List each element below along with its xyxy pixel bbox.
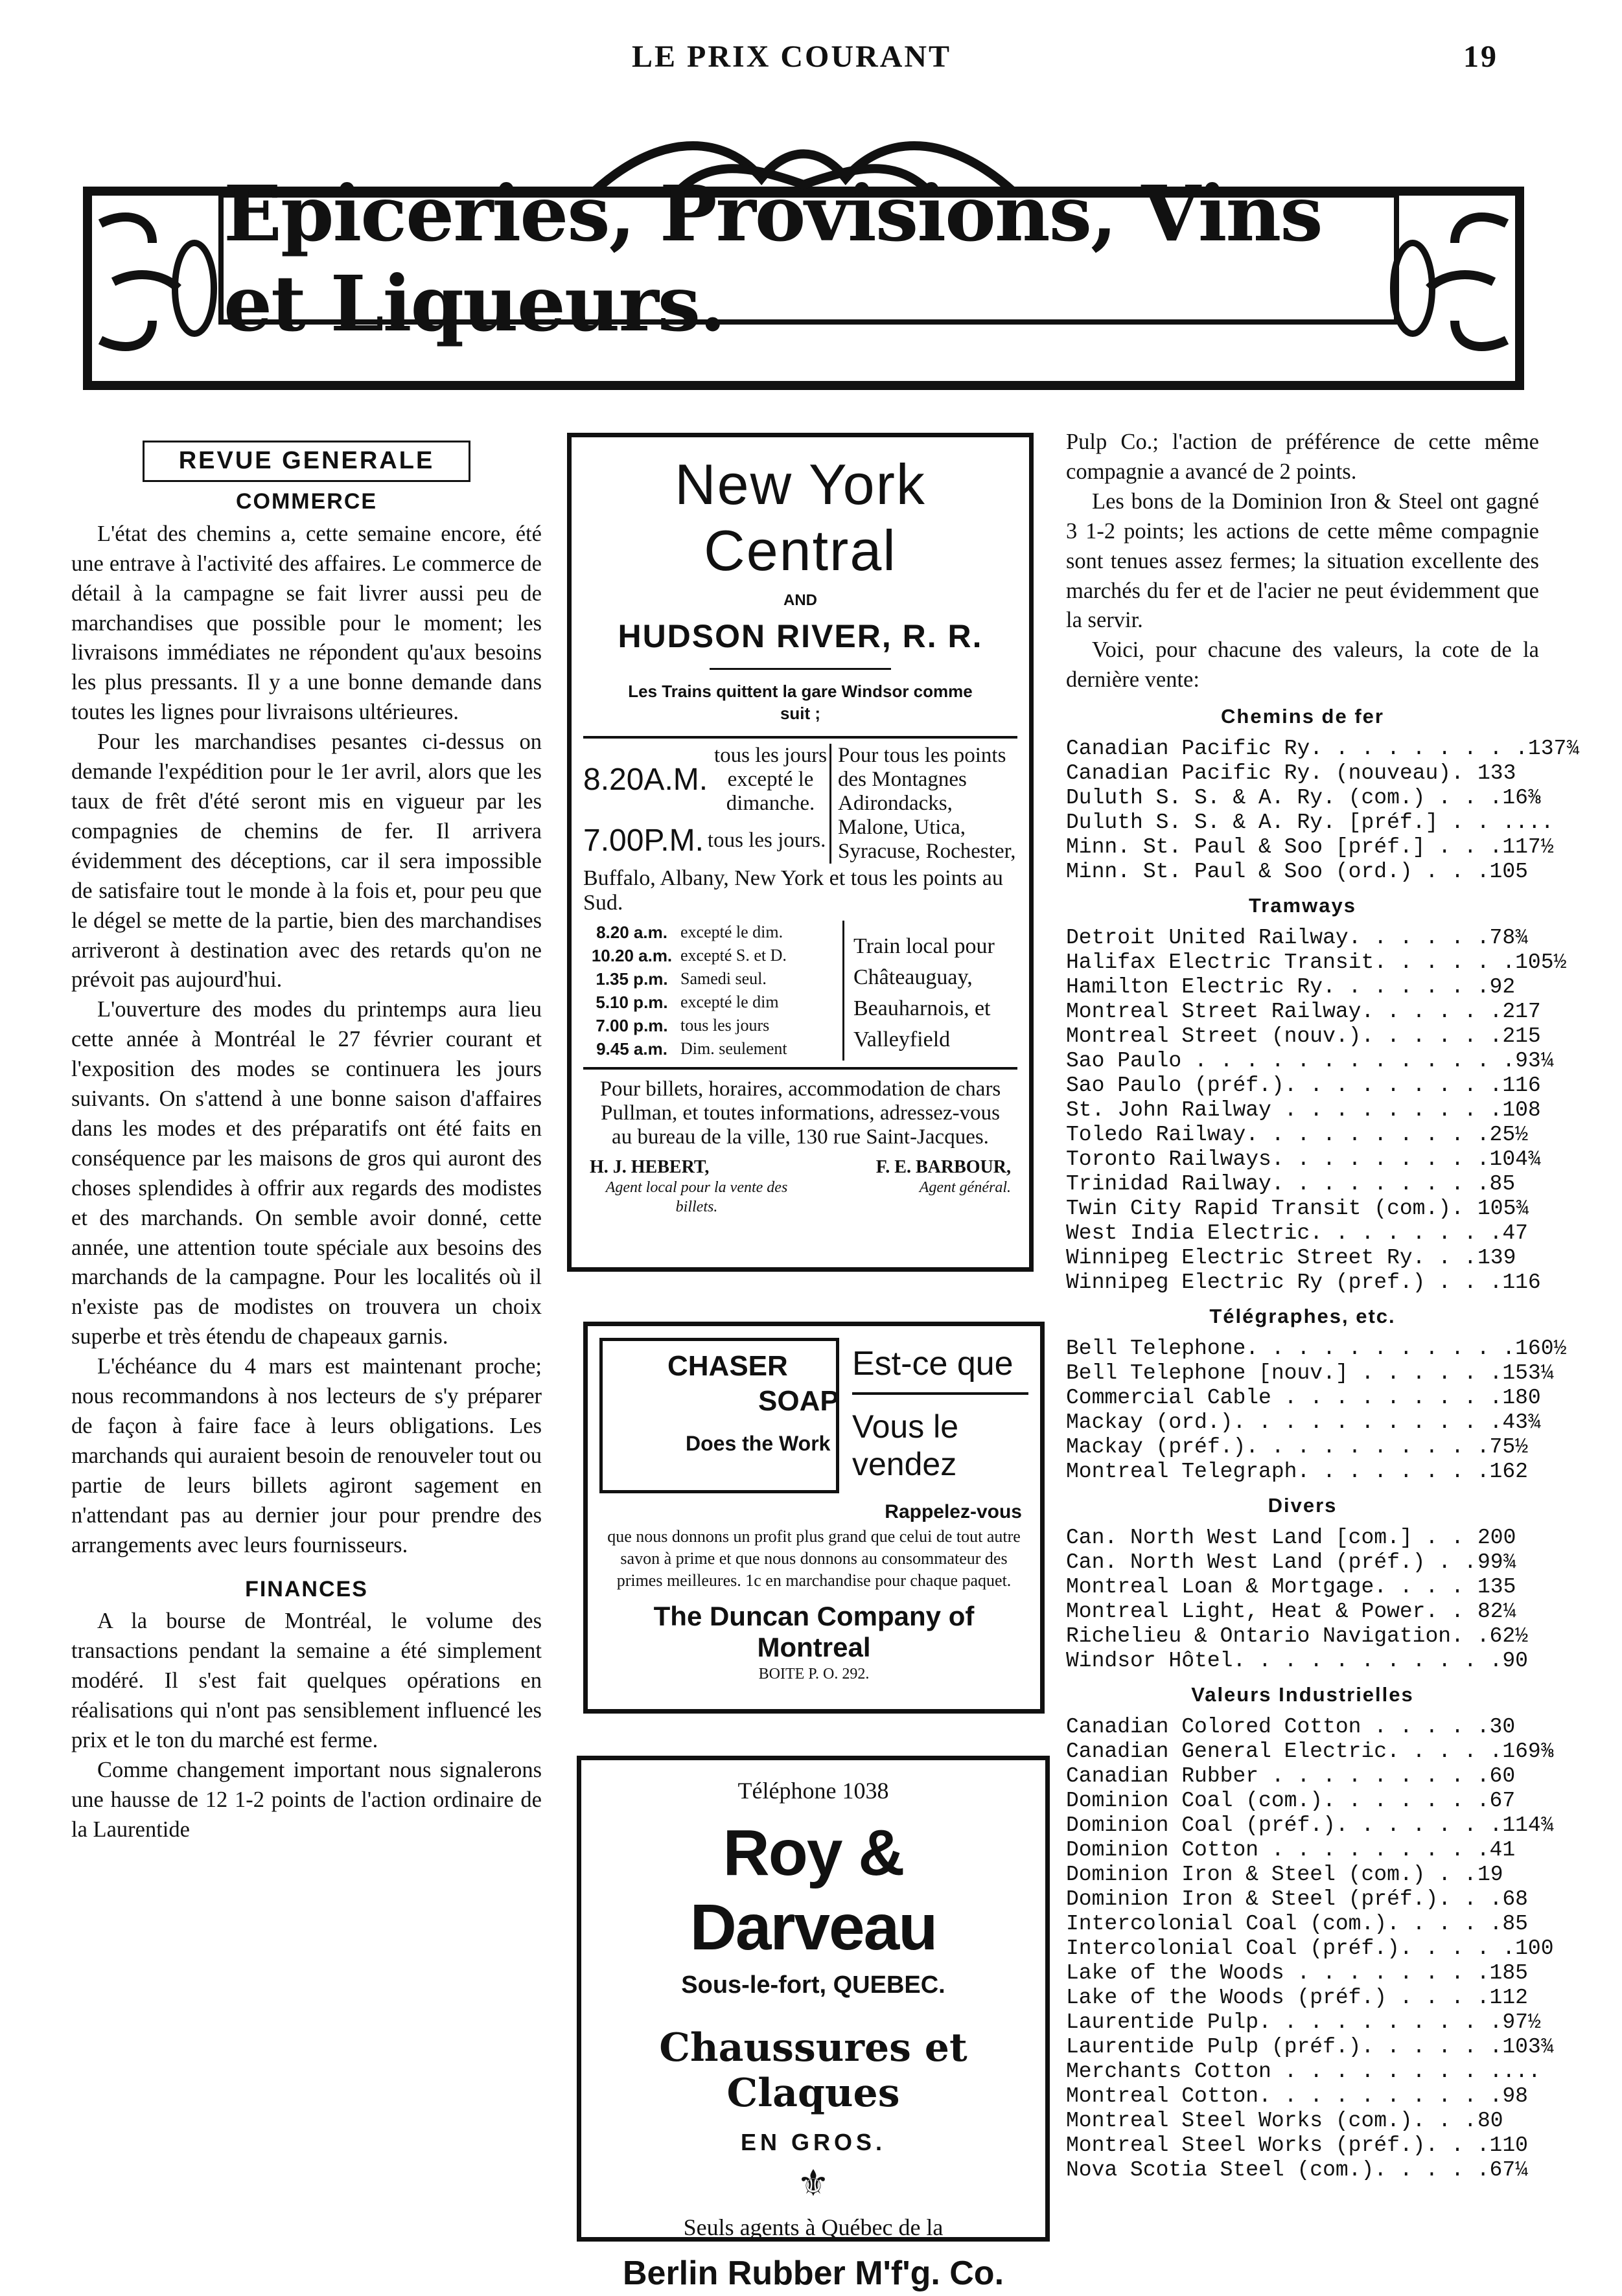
paragraph: L'état des chemins a, cette semaine encore, été une entrave à l'activité des affaires. Le commerce de détail à la campagne se fait livrer aussi peu de marchandises que possible pour le moment; les livraisons immédiates ne répondent qu'aux besoins les plus pressants. Il y a une bonne demande dans toutes les lignes pour livraisons ultérieures. bbox=[71, 521, 542, 725]
soap-box-address: BOITE P. O. 292. bbox=[758, 1666, 870, 1682]
stock-row bbox=[1066, 1550, 1539, 1575]
stock-name: Montreal Loan & Mortgage. . . . bbox=[1066, 1574, 1464, 1599]
stock-price: 112 bbox=[1489, 1985, 1528, 2010]
train-destinations: Pour tous les points des Montagnes Adirondacks, Malone, Utica, Syracuse, Rochester, bbox=[829, 744, 1017, 864]
stock-name: Montreal Street (nouv.). . . . . . bbox=[1066, 1024, 1503, 1048]
stock-name: Trinidad Railway. . . . . . . . . bbox=[1066, 1171, 1490, 1196]
stock-name: Lake of the Woods . . . . . . . . bbox=[1066, 1960, 1490, 1985]
stock-price: 139 bbox=[1477, 1245, 1516, 1270]
stock-row bbox=[1066, 810, 1554, 835]
stock-price: 117½ bbox=[1502, 835, 1554, 860]
stock-name: Canadian Pacific Ry. . . . . . . . . bbox=[1066, 737, 1528, 761]
local-train-row: 5.10 p.m. excepté le dim bbox=[596, 993, 779, 1012]
journal-title: LE PRIX COURANT bbox=[632, 40, 952, 74]
stock-row bbox=[1066, 1048, 1554, 1073]
stock-price: 105 bbox=[1489, 860, 1528, 884]
stock-price: 19 bbox=[1477, 1862, 1503, 1887]
stock-price: 85 bbox=[1502, 1911, 1528, 1936]
stock-row bbox=[1066, 1863, 1539, 1887]
stock-price: 60 bbox=[1489, 1763, 1516, 1788]
stock-name: Winnipeg Electric Street Ry. . . bbox=[1066, 1245, 1477, 1270]
stock-name: Dominion Iron & Steel (préf.). . . bbox=[1066, 1887, 1503, 1911]
train-continuation: Buffalo, Albany, New York et tous les points au Sud. bbox=[583, 866, 1003, 915]
soap-brand-3: Does the Work bbox=[686, 1432, 831, 1455]
finances-heading: FINANCES bbox=[245, 1576, 368, 1601]
stock-name: Duluth S. S. & A. Ry. [préf.] . . . bbox=[1066, 810, 1516, 835]
stock-row bbox=[1066, 1197, 1539, 1221]
paragraph: Les bons de la Dominion Iron & Steel ont gagné 3 1-2 points; les actions de cette même compagnie sont tenues assez fermes; la situation excellente des marchés du fer et de l'acier ne peut évidemment que la servir. bbox=[1066, 488, 1539, 633]
paragraph: Pulp Co.; l'action de préférence de cette même compagnie a avancé de 2 points. bbox=[1066, 430, 1539, 484]
stock-name: Canadian Pacific Ry. (nouveau). bbox=[1066, 761, 1464, 786]
local-train-row: 10.20 a.m. excepté S. et D. bbox=[591, 946, 787, 965]
left-column bbox=[71, 441, 542, 1845]
stock-price: 75½ bbox=[1489, 1434, 1528, 1459]
stock-price: 217 bbox=[1502, 999, 1541, 1024]
stock-row bbox=[1066, 1098, 1539, 1123]
stock-name: Toledo Railway. . . . . . . . . . bbox=[1066, 1122, 1490, 1147]
ad-info: Pour billets, horaires, accommodation de chars Pullman, et toutes informations, adressez-vous au bureau de la ville, 130 rue Saint-Jacques. bbox=[599, 1077, 1001, 1149]
stock-price: 180 bbox=[1502, 1385, 1541, 1410]
stock-name: Montreal Telegraph. . . . . . . . bbox=[1066, 1459, 1490, 1484]
stock-price: 116 bbox=[1502, 1073, 1541, 1097]
ad-title: New York Central bbox=[675, 452, 926, 582]
stock-name: Richelieu & Ontario Navigation. . bbox=[1066, 1624, 1490, 1648]
stock-price: 25½ bbox=[1489, 1122, 1528, 1147]
stock-price: 105½ bbox=[1515, 950, 1567, 974]
local-train-row: 8.20 a.m. excepté le dim. bbox=[596, 923, 783, 942]
stock-row bbox=[1066, 1221, 1539, 1246]
soap-box-illustration bbox=[599, 1338, 839, 1493]
stock-name: Montreal Cotton. . . . . . . . . . bbox=[1066, 2084, 1503, 2108]
stock-price: 137¾ bbox=[1527, 737, 1580, 761]
stock-price: 82¼ bbox=[1477, 1599, 1516, 1624]
soap-reminder-title: Rappelez-vous bbox=[885, 1501, 1022, 1522]
stock-row bbox=[1066, 1073, 1539, 1098]
stock-name: Montreal Steel Works (com.). . . bbox=[1066, 2108, 1477, 2133]
stock-name: Lake of the Woods (préf.) . . . . bbox=[1066, 1985, 1490, 2010]
stock-price: 41 bbox=[1489, 1837, 1516, 1862]
stock-name: Montreal Street Railway. . . . . . bbox=[1066, 999, 1503, 1024]
stock-name: Laurentide Pulp (préf.). . . . . . bbox=[1066, 2034, 1503, 2059]
stock-price: ... bbox=[1515, 810, 1554, 835]
paragraph: Pour les marchandises pesantes ci-dessus on demande l'expédition pour le 1er avril, alors que les taux de frêt d'été seront mis en vigueur par les compagnies de chemins de fer. Il arrivera évidemment des déceptions, car il sera impossible de satisfaire tout le monde à la fois et, pour peu que le dégel se mette de la partie, bien des marchandises arriveront à destination avec des retards qu'on ne prévoit pas aujourd'hui. bbox=[71, 729, 542, 993]
stock-row bbox=[1066, 1172, 1539, 1197]
stock-name: Dominion Cotton . . . . . . . . . bbox=[1066, 1837, 1490, 1862]
stock-row bbox=[1066, 1715, 1539, 1739]
stock-row bbox=[1066, 1986, 1539, 2010]
ad-subtitle: HUDSON RIVER, R. R. bbox=[618, 618, 983, 654]
stock-price: 110 bbox=[1489, 2133, 1528, 2157]
ad-phone: Téléphone 1038 bbox=[737, 1778, 889, 1804]
ad-address: Sous-le-fort, QUEBEC. bbox=[681, 1971, 945, 1999]
stock-price: 215 bbox=[1502, 1024, 1541, 1048]
stock-row bbox=[1066, 2133, 1539, 2158]
stock-price: 67 bbox=[1489, 1788, 1516, 1813]
stock-price: 160½ bbox=[1515, 1336, 1567, 1360]
stock-row bbox=[1066, 1912, 1539, 1936]
stock-price: 108 bbox=[1502, 1097, 1541, 1122]
stock-row bbox=[1066, 2034, 1554, 2060]
stock-row bbox=[1066, 926, 1539, 950]
stock-row bbox=[1066, 1435, 1539, 1460]
stock-name: Merchants Cotton . . . . . . . . . bbox=[1066, 2059, 1503, 2084]
page-number: 19 bbox=[1463, 40, 1498, 74]
ad-and: AND bbox=[783, 591, 817, 609]
stock-price: 78¾ bbox=[1489, 925, 1528, 950]
stock-name: Sao Paulo (préf.). . . . . . . . . bbox=[1066, 1073, 1503, 1097]
stock-price: 133 bbox=[1477, 761, 1516, 786]
paragraph: Comme changement important nous signalerons une hausse de 12 1-2 points de l'action ordinaire de la Laurentide bbox=[71, 1757, 542, 1842]
ad-intro: Les Trains quittent la gare Windsor comme suit ; bbox=[628, 682, 973, 723]
right-column bbox=[1066, 428, 1580, 2183]
stock-name: Twin City Rapid Transit (com.). bbox=[1066, 1196, 1464, 1221]
stock-price: 85 bbox=[1489, 1171, 1516, 1196]
revue-title: REVUE GENERALE bbox=[143, 441, 470, 482]
stock-row bbox=[1066, 1838, 1539, 1863]
stock-name: Mackay (ord.). . . . . . . . . . . bbox=[1066, 1410, 1503, 1434]
train-time: 8.20A.M. bbox=[583, 763, 708, 797]
stock-name: Laurentide Pulp. . . . . . . . . . bbox=[1066, 2010, 1503, 2034]
stock-price: 105¾ bbox=[1477, 1196, 1529, 1221]
ad-product: Chaussures et Claques bbox=[659, 2025, 967, 2116]
agent-name: H. J. HEBERT, bbox=[590, 1157, 710, 1177]
stock-name: Sao Paulo . . . . . . . . . . . . . bbox=[1066, 1048, 1516, 1073]
stock-price: 43¾ bbox=[1502, 1410, 1541, 1434]
stock-price: 135 bbox=[1477, 1574, 1516, 1599]
local-train-row: 1.35 p.m. Samedi seul. bbox=[596, 969, 767, 989]
stock-price: 116 bbox=[1502, 1270, 1541, 1294]
stock-row bbox=[1066, 1813, 1554, 1838]
stock-row bbox=[1066, 2010, 1539, 2035]
stock-row bbox=[1066, 1764, 1539, 1789]
ad-agents: Seuls agents à Québec de la bbox=[683, 2214, 944, 2240]
stock-price: 185 bbox=[1489, 1960, 1528, 1985]
stock-section-title: Divers bbox=[1268, 1493, 1338, 1517]
stock-name: Minn. St. Paul & Soo (ord.) . . . bbox=[1066, 860, 1490, 884]
stock-row bbox=[1066, 1410, 1539, 1435]
stock-row bbox=[1066, 1024, 1539, 1049]
stock-price: 114¾ bbox=[1502, 1813, 1554, 1837]
stock-name: Duluth S. S. & A. Ry. (com.) . . . bbox=[1066, 786, 1503, 810]
stock-row bbox=[1066, 1961, 1539, 1986]
stock-name: Mackay (préf.). . . . . . . . . . bbox=[1066, 1434, 1490, 1459]
commerce-heading: COMMERCE bbox=[235, 488, 378, 514]
ad-agent-company: Berlin Rubber M'f'g. Co. bbox=[622, 2255, 1004, 2292]
stock-row bbox=[1066, 2060, 1539, 2084]
stock-name: Commercial Cable . . . . . . . . . bbox=[1066, 1385, 1503, 1410]
stock-price: 153¼ bbox=[1502, 1360, 1554, 1385]
stock-name: Canadian Colored Cotton . . . . . bbox=[1066, 1714, 1490, 1739]
local-train-destination: Train local pour Châteauguay, Beauharnois, et Valleyfield bbox=[853, 934, 995, 1051]
stock-row bbox=[1066, 1649, 1539, 1673]
stock-row bbox=[1066, 835, 1554, 860]
stock-price: 67¼ bbox=[1489, 2157, 1528, 2182]
banner-title: Epiceries, Provisions, Vins et Liqueurs. bbox=[224, 168, 1322, 349]
soap-brand-1: CHASER bbox=[667, 1350, 788, 1382]
stock-row bbox=[1066, 975, 1539, 1000]
stock-row bbox=[1066, 1270, 1539, 1295]
stock-row bbox=[1066, 860, 1539, 884]
stock-name: Hamilton Electric Ry. . . . . . . bbox=[1066, 974, 1490, 999]
stock-price: 92 bbox=[1489, 974, 1516, 999]
stock-row bbox=[1066, 1600, 1539, 1624]
stock-row bbox=[1066, 1936, 1554, 1961]
ad-company-name: Roy & Darveau bbox=[689, 1817, 937, 1964]
stock-section-title: Valeurs Industrielles bbox=[1191, 1682, 1414, 1706]
roy-darveau-ad bbox=[577, 1756, 1050, 2292]
stock-price: 100 bbox=[1515, 1936, 1554, 1960]
stock-row bbox=[1066, 1526, 1539, 1550]
stock-price: 103¾ bbox=[1502, 2034, 1554, 2059]
stock-price: 99¾ bbox=[1477, 1550, 1516, 1574]
agent-role: Agent général. bbox=[919, 1179, 1011, 1196]
stock-row bbox=[1066, 1624, 1539, 1649]
banner-title-frame bbox=[218, 168, 1399, 349]
stock-price: 93¼ bbox=[1515, 1048, 1554, 1073]
stock-section-title: Tramways bbox=[1249, 894, 1356, 917]
stock-price: 47 bbox=[1502, 1221, 1528, 1245]
stock-row bbox=[1066, 761, 1539, 786]
stock-name: Canadian General Electric. . . . . bbox=[1066, 1739, 1503, 1763]
stock-row bbox=[1066, 1460, 1539, 1484]
stock-row bbox=[1066, 1575, 1539, 1600]
fleur-de-lis-icon: ⚜ bbox=[796, 2164, 830, 2204]
stock-row bbox=[1066, 1739, 1554, 1764]
paragraph: Voici, pour chacune des valeurs, la cote de la dernière vente: bbox=[1066, 637, 1539, 693]
stock-row bbox=[1066, 1360, 1554, 1386]
agent-role: Agent local pour la vente des billets. bbox=[605, 1179, 788, 1215]
stock-name: Nova Scotia Steel (com.). . . . . bbox=[1066, 2157, 1490, 2182]
stock-name: Can. North West Land (préf.) . . bbox=[1066, 1550, 1477, 1574]
stock-name: Montreal Light, Heat & Power. . bbox=[1066, 1599, 1464, 1624]
stock-name: Detroit United Railway. . . . . . bbox=[1066, 925, 1490, 950]
divider bbox=[710, 668, 891, 670]
train-desc: tous les jours. bbox=[707, 829, 826, 852]
stock-name: Bell Telephone [nouv.] . . . . . . bbox=[1066, 1360, 1503, 1385]
stock-name: Intercolonial Coal (préf.). . . . . bbox=[1066, 1936, 1516, 1960]
stock-name: Montreal Steel Works (préf.). . . bbox=[1066, 2133, 1490, 2157]
stock-price: 30 bbox=[1489, 1714, 1516, 1739]
stock-price: 16⅜ bbox=[1502, 786, 1541, 810]
soap-question-2: Vous le vendez bbox=[852, 1408, 959, 1482]
stock-name: West India Electric. . . . . . . . bbox=[1066, 1221, 1503, 1245]
stock-price: 169⅜ bbox=[1502, 1739, 1554, 1763]
divider bbox=[583, 736, 1017, 739]
local-train-row: 9.45 a.m. Dim. seulement bbox=[596, 1039, 787, 1059]
stock-price: 200 bbox=[1477, 1525, 1516, 1550]
soap-company: The Duncan Company of Montreal bbox=[653, 1601, 975, 1662]
stock-price: 62½ bbox=[1489, 1624, 1528, 1648]
stock-quotations bbox=[1066, 702, 1580, 2183]
paragraph: A la bourse de Montréal, le volume des transactions pendant la semaine a été simplement modéré. Il s'est fait quelques opérations en réalisations qui n'ont pas sensiblement influencé les prix et le ton du marché est ferme. bbox=[71, 1609, 542, 1753]
stock-name: Winnipeg Electric Ry (pref.) . . . bbox=[1066, 1270, 1503, 1294]
stock-row bbox=[1066, 1246, 1539, 1270]
stock-row bbox=[1066, 1386, 1539, 1410]
chaser-soap-ad bbox=[583, 1322, 1045, 1714]
stock-name: Dominion Coal (com.). . . . . . . bbox=[1066, 1788, 1490, 1813]
stock-row bbox=[1066, 1789, 1539, 1813]
stock-name: Toronto Railways. . . . . . . . . bbox=[1066, 1147, 1490, 1171]
stock-name: Can. North West Land [com.] . . bbox=[1066, 1525, 1464, 1550]
paragraph: L'ouverture des modes du printemps aura lieu cette année à Montréal le 27 février courant et l'exposition des modes se continuera les jours suivants. On s'attend à une bonne saison d'affaires dans les modes et des préparatifs ont été faits en conséquence par les maisons de gros qui auront des choses splendides à offrir aux regards des modistes et des marchands. On semble avoir donné, cette année, une attention toute spéciale aux besoins des marchands de la campagne. Pour les localités où il n'existe pas de modistes on trouvera un choix superbe et très étendu de chapeaux garnis. bbox=[71, 997, 542, 1349]
stock-section-title: Télégraphes, etc. bbox=[1209, 1304, 1396, 1327]
stock-row bbox=[1066, 786, 1539, 810]
new-york-central-ad bbox=[567, 433, 1034, 1272]
stock-row bbox=[1066, 737, 1580, 761]
stock-section-title: Chemins de fer bbox=[1221, 705, 1384, 728]
stock-name: Windsor Hôtel. . . . . . . . . . . bbox=[1066, 1648, 1503, 1673]
stock-price: 162 bbox=[1489, 1459, 1528, 1484]
stock-price: 97½ bbox=[1502, 2010, 1541, 2034]
stock-price: 104¾ bbox=[1489, 1147, 1541, 1171]
agent-name: F. E. BARBOUR, bbox=[875, 1157, 1011, 1177]
stock-price: 80 bbox=[1477, 2108, 1503, 2133]
stock-name: Dominion Iron & Steel (com.) . . bbox=[1066, 1862, 1477, 1887]
stock-row bbox=[1066, 2109, 1539, 2133]
stock-name: Dominion Coal (préf.). . . . . . . bbox=[1066, 1813, 1503, 1837]
soap-question-1: Est-ce que bbox=[852, 1338, 1028, 1395]
stock-name: Canadian Rubber . . . . . . . . . bbox=[1066, 1763, 1490, 1788]
stock-price: 68 bbox=[1502, 1887, 1528, 1911]
divider bbox=[583, 1067, 1017, 1070]
stock-row bbox=[1066, 1147, 1539, 1172]
stock-row bbox=[1066, 950, 1567, 975]
stock-name: Intercolonial Coal (com.). . . . . bbox=[1066, 1911, 1503, 1936]
train-desc: tous les jours excepté le dimanche. bbox=[713, 744, 828, 815]
stock-name: St. John Railway . . . . . . . . . bbox=[1066, 1097, 1503, 1122]
stock-price: 90 bbox=[1502, 1648, 1528, 1673]
stock-row bbox=[1066, 2158, 1539, 2183]
stock-name: Halifax Electric Transit. . . . . . bbox=[1066, 950, 1516, 974]
stock-price: 98 bbox=[1502, 2084, 1528, 2108]
stock-row bbox=[1066, 1887, 1539, 1912]
section-banner bbox=[75, 120, 1533, 392]
stock-row bbox=[1066, 1123, 1539, 1147]
soap-brand-2: SOAP bbox=[758, 1385, 839, 1417]
stock-row bbox=[1066, 1336, 1567, 1361]
stock-name: Minn. St. Paul & Soo [préf.] . . . bbox=[1066, 835, 1503, 860]
paragraph: L'échéance du 4 mars est maintenant proche; nous recommandons à nos lecteurs de s'y préparer de façon à faire face à leurs obligations. Les marchands qui auraient besoin de renouveler tout ou partie de leurs billets agiront sagement en n'attendant pas au dernier jour pour prendre des arrangements avec leurs fournisseurs. bbox=[71, 1354, 542, 1557]
stock-row bbox=[1066, 2084, 1539, 2109]
train-time: 7.00P.M. bbox=[583, 823, 704, 858]
stock-name: Bell Telephone. . . . . . . . . . . bbox=[1066, 1336, 1516, 1360]
stock-price: ... bbox=[1502, 2059, 1541, 2084]
soap-reminder: que nous donnons un profit plus grand que celui de tout autre savon à prime et que nous donnons au consommateur des primes meilleures. 1c en marchandise pour chaque paquet. bbox=[607, 1527, 1021, 1590]
stock-row bbox=[1066, 1000, 1539, 1024]
ad-wholesale: EN GROS. bbox=[740, 2129, 886, 2155]
local-train-row: 7.00 p.m. tous les jours bbox=[596, 1016, 770, 1035]
